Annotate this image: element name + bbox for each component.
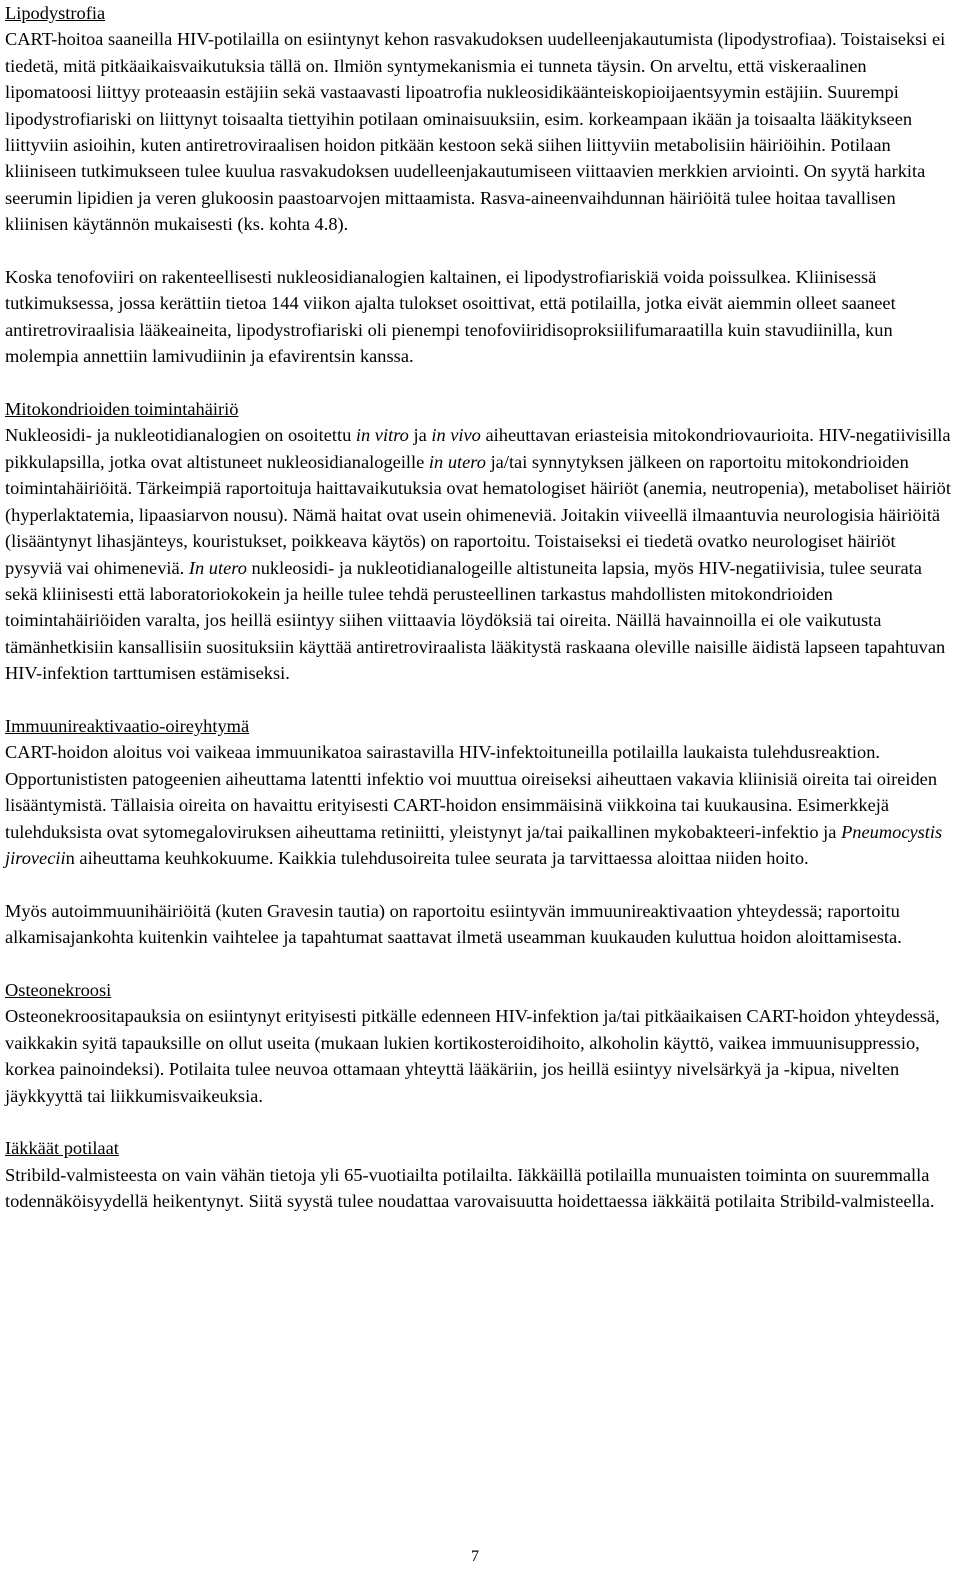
italic-text: In utero bbox=[188, 557, 247, 578]
paragraph: CART-hoitoa saaneilla HIV-potilailla on esiintynyt kehon rasvakudoksen uudelleenjakautumista (lipodystrofiaa). Toistaiseksi ei tiedetä, mitä pitkäaikaisvaikutuksia tällä on. Ilmiön syntymekanismia ei tunneta täysin. On arveltu, että viskeraalinen lipomatoosi liittyy proteaasin estäjiin sekä vastaavasti lipoatrofia nukleosidikäänteiskopioijaentsyymin estäjiin. Suurempi lipodystrofiariski on liittynyt toisaalta tiettyihin potilaan ominaisuuksiin, esim. korkeampaan ikään ja toisaalta lääkitykseen liittyviin asioihin, kuten antiretroviraalisen hoidon pitkään kestoon sekä siihen liittyviin metabolisiin häiriöihin. Potilaan kliiniseen tutkimukseen tulee kuulua rasvakudoksen uudelleenjakautumiseen viittaavien merkkien arviointi. On syytä harkita seerumin lipidien ja veren glukoosin paastoarvojen mittaamista. Rasva-aineenvaihdunnan häiriöitä tulee hoitaa tavallisen kliinisen käytännön mukaisesti (ks. kohta 4.8). bbox=[5, 29, 946, 235]
paragraph: Myös autoimmuunihäiriöitä (kuten Gravesin tautia) on raportoitu esiintyvän immuunireaktivaation yhteydessä; raportoitu alkamisajankohta kuitenkin vaihtelee ja tapahtumat saattavat ilmetä useamman kuukauden kuluttua hoidon aloittamisesta. bbox=[5, 900, 902, 948]
document-page bbox=[5, 0, 955, 1241]
page-number: 7 bbox=[471, 1548, 479, 1565]
section-mitochondrial-dysfunction bbox=[5, 396, 955, 686]
italic-text: in utero bbox=[428, 451, 486, 472]
section-lipodystrophy bbox=[5, 0, 955, 370]
italic-text: Pneumocystis jirovecii bbox=[5, 821, 943, 868]
text-run: nukleosidi- ja nukleotidianalogeille altistuneita lapsia, myös HIV-negatiivisia, tulee seurata sekä kliinisesti että laboratoriokokein ja heille tulee tehdä perusteellinen tarkastus mahdollisten mitokondrioiden toimintahäiriöiden varalta, jos heillä esiintyy siihen viittaavia löydöksiä tai oireita. Näillä havainnoilla ei ole vaikutusta tämänhetkisiin kansallisiin suosituksiin käyttää antiretroviraalista lääkitystä raskaana oleville naisille äidistä lapseen tapahtuvan HIV-infektion tarttumisen estämiseksi. bbox=[5, 557, 946, 684]
section-osteonecrosis bbox=[5, 977, 955, 1109]
section-heading: Lipodystrofia bbox=[5, 3, 106, 23]
text-run: Nukleosidi- ja nukleotidianalogien on osoitettu bbox=[5, 425, 356, 446]
section-heading: Mitokondrioiden toimintahäiriö bbox=[5, 399, 239, 420]
text-run: n aiheuttama keuhkokuume. Kaikkia tulehdusoireita tulee seurata ja tarvittaessa aloittaa niiden hoito. bbox=[65, 847, 809, 868]
section-immune-reactivation bbox=[5, 713, 955, 951]
paragraph bbox=[5, 739, 955, 871]
section-heading: Immuunireaktivaatio-oireyhtymä bbox=[5, 715, 250, 736]
section-heading: Osteonekroosi bbox=[5, 979, 112, 1000]
paragraph: Koska tenofoviiri on rakenteellisesti nukleosidianalogien kaltainen, ei lipodystrofiariskiä voida poissulkea. Kliinisessä tutkimuksessa, jossa kerättiin tietoa 144 viikon ajalta tulokset osoittivat, että potilailla, jotka eivät aiemmin olleet saaneet antiretroviraalisia lääkeaineita, lipodystrofiariski oli pienempi tenofoviiridisoproksiilifumaraatilla kuin stavudiinilla, kun molempia annettiin lamivudiinin ja efavirentsin kanssa. bbox=[5, 267, 896, 367]
paragraph: Stribild-valmisteesta on vain vähän tietoja yli 65-vuotiailta potilailta. Iäkkäillä potilailla munuaisten toiminta on suuremmalla todennäköisyydellä heikentynyt. Siitä syystä tulee noudattaa varovaisuutta hoidettaessa iäkkäitä potilaita Stribild-valmisteella. bbox=[5, 1164, 935, 1212]
text-run: aiheuttavan eriasteisia mitokondriovaurioita. HIV-negatiivisilla pikkulapsilla, jotka ovat altistuneet nukleosidianalogeille bbox=[5, 425, 951, 472]
text-run: CART-hoidon aloitus voi vaikeaa immuunikatoa sairastavilla HIV-infektoituneilla potilailla laukaista tulehdusreaktion. Opportunististen patogeenien aiheuttama latentti infektio voi muuttua oireiseksi aiheuttaen vakavia kliinisiä oireita tai oireiden lisääntymistä. Tällaisia oireita on havaittu erityisesti CART-hoidon ensimmäisinä viikkoina tai kuukausina. Esimerkkejä tulehduksista ovat sytomegaloviruksen aiheuttama retiniitti, yleistynyt ja/tai paikallinen mykobakteeri-infektio ja bbox=[5, 742, 938, 842]
italic-text: in vitro bbox=[355, 425, 409, 446]
italic-text: in vivo bbox=[431, 425, 481, 446]
paragraph bbox=[5, 422, 955, 686]
text-run: ja bbox=[408, 425, 432, 446]
section-heading: Iäkkäät potilaat bbox=[5, 1138, 119, 1159]
paragraph: Osteonekroositapauksia on esiintynyt erityisesti pitkälle edenneen HIV-infektion ja/tai pitkäaikaisen CART-hoidon yhteydessä, vaikkakin syitä tapauksille on ollut useita (mukaan lukien kortikosteroidihoito, alkoholin käyttö, vaikea immuunisuppressio, korkea painoindeksi). Potilaita tulee neuvoa ottamaan yhteyttä lääkäriin, jos heillä esiintyy nivelsärkyä ja -kipua, nivelten jäykkyyttä tai liikkumisvaikeuksia. bbox=[5, 1006, 940, 1106]
section-elderly-patients bbox=[5, 1135, 955, 1214]
text-run: ja/tai synnytyksen jälkeen on raportoitu mitokondrioiden toimintahäiriöitä. Tärkeimpiä raportoituja haittavaikutuksia ovat hematologiset häiriöt (anemia, neutropenia), metaboliset häiriöt (hyperlaktatemia, lipaasiarvon nousu). Nämä haitat ovat usein ohimeneviä. Joitakin viiveellä ilmaantuvia neurologisia häiriöitä (lisääntynyt lihasjänteys, kouristukset, poikkeava käytös) on raportoitu. Toistaiseksi ei tiedetä ovatko neurologiset häiriöt pysyviä vai ohimeneviä. bbox=[5, 451, 951, 578]
